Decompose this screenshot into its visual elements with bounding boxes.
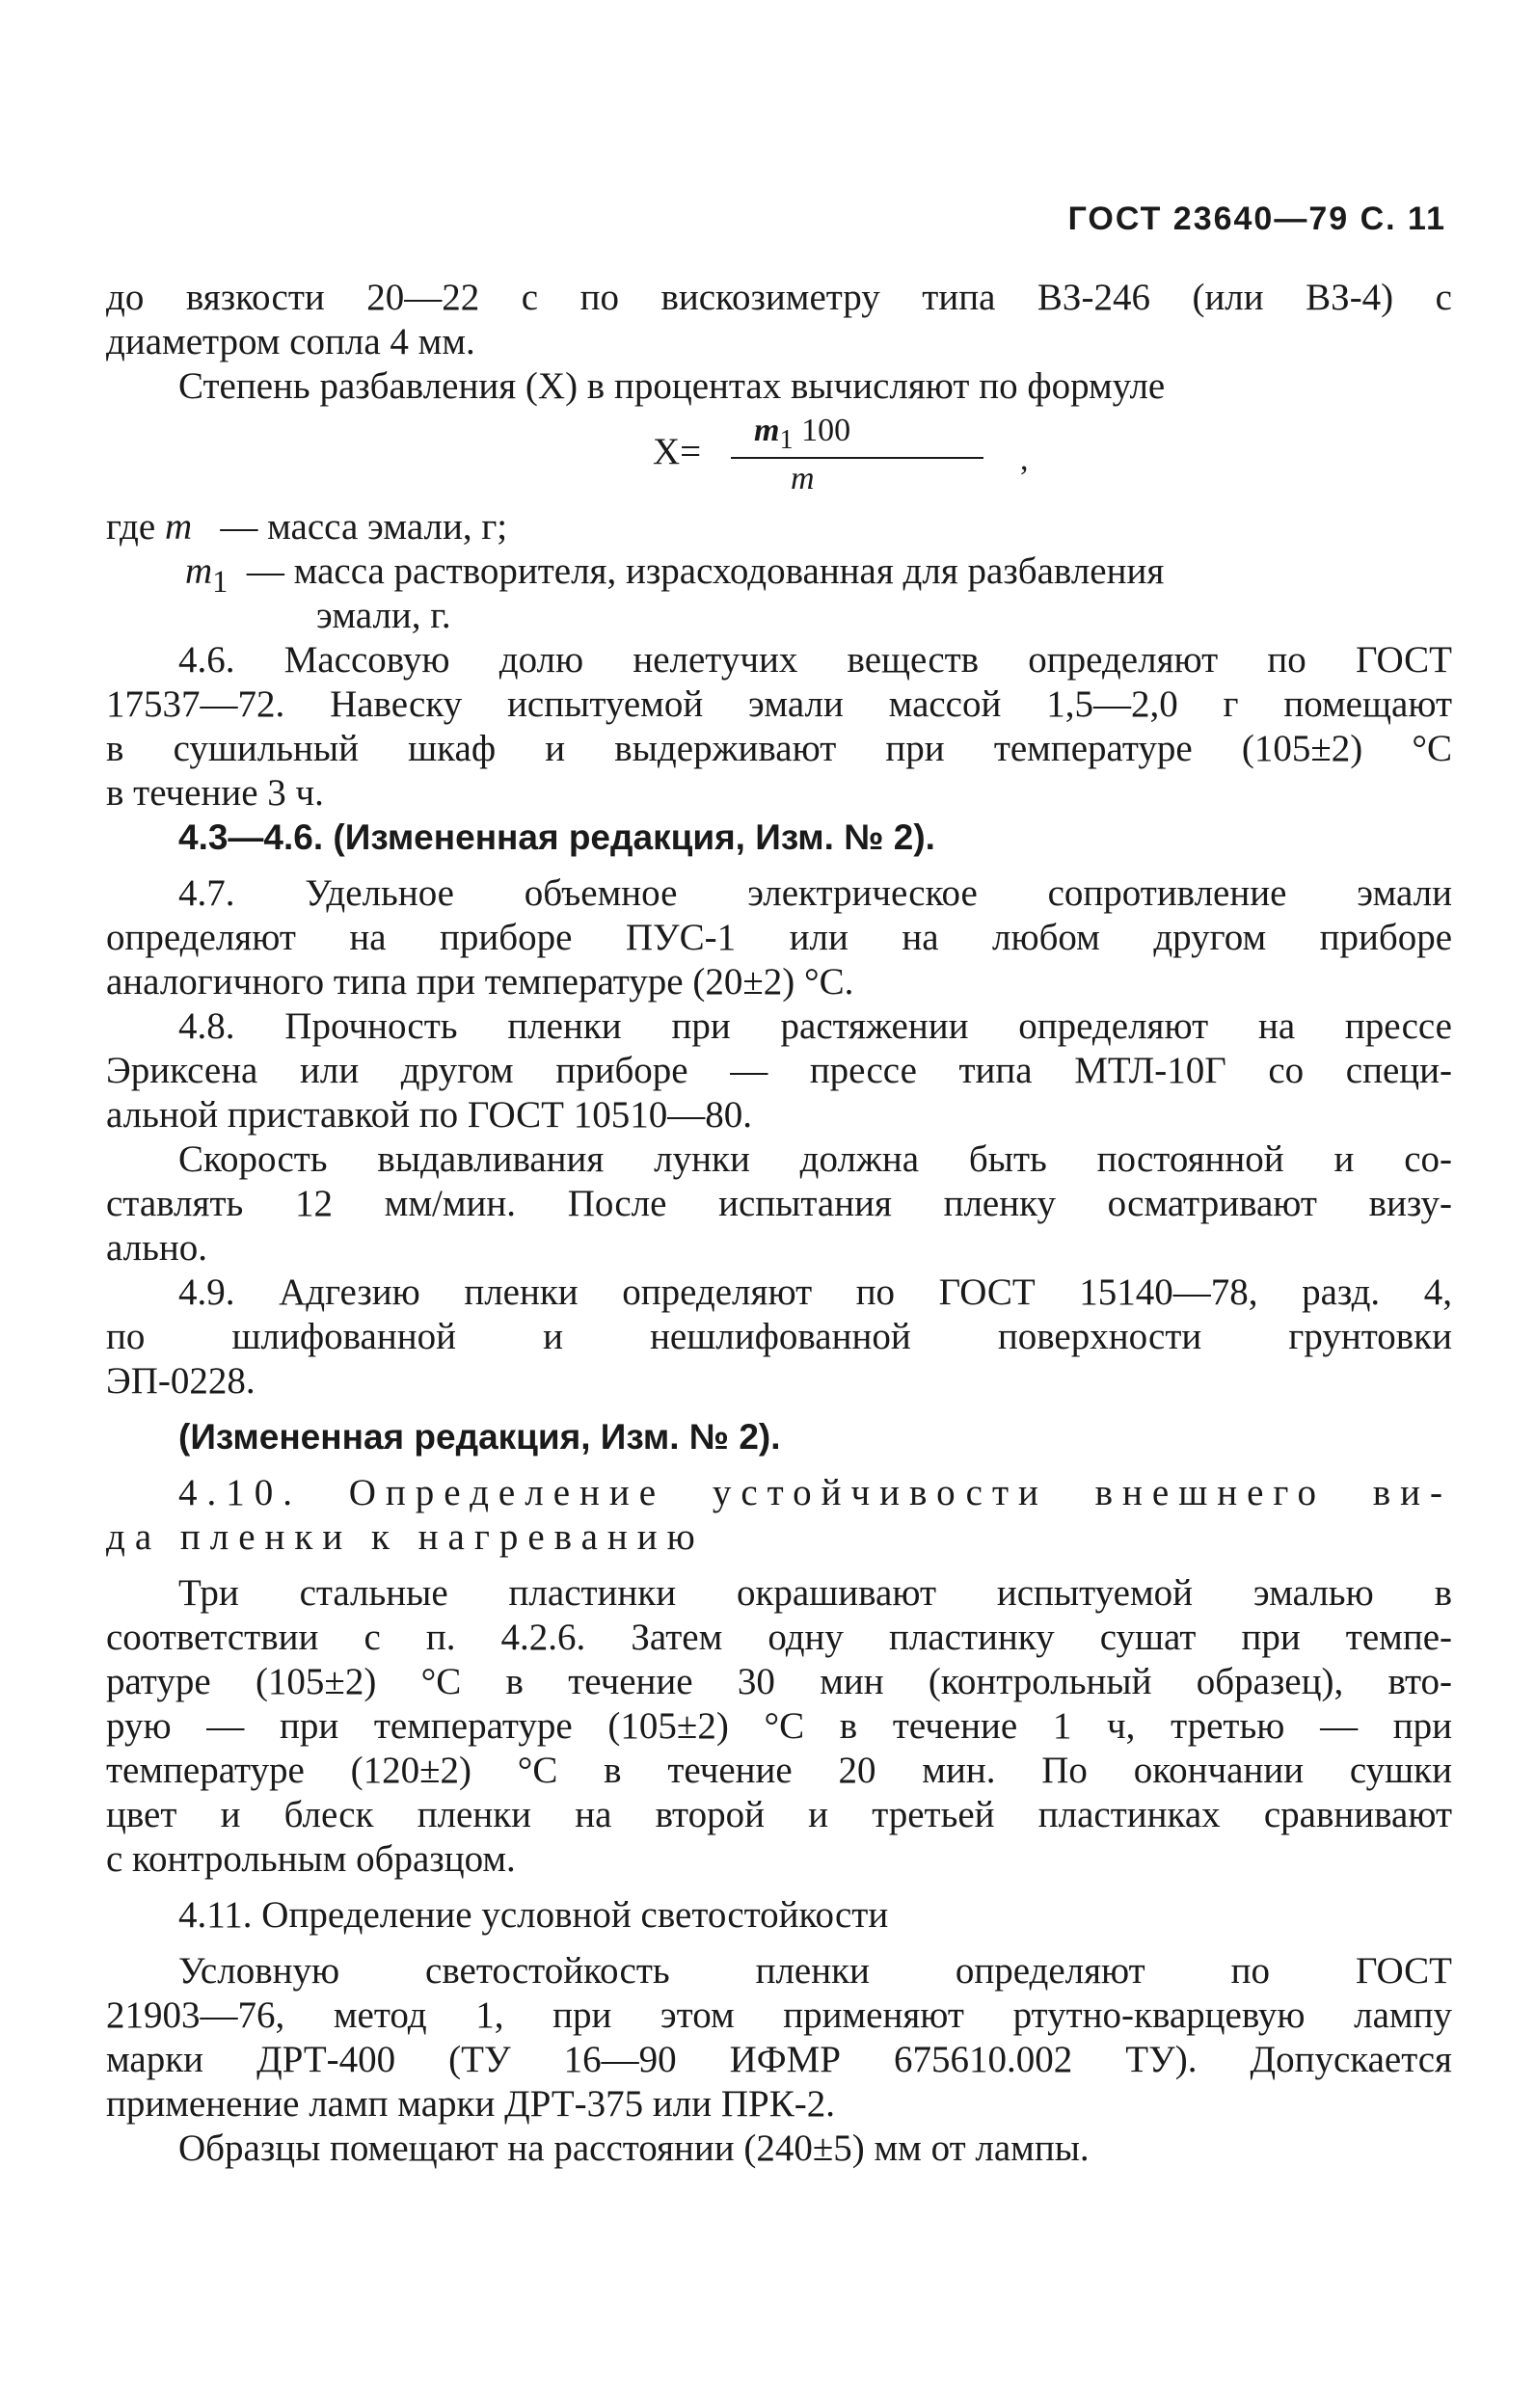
formula-num-sub: 1: [779, 424, 794, 455]
text-line: 4.8. Прочность пленки при растяжении определяют на прессе: [178, 1005, 1452, 1047]
text-line: по шлифованной и нешлифованной поверхности грунтовки: [106, 1316, 1452, 1357]
formula: [106, 409, 1452, 505]
definition-line: эмали, г.: [316, 595, 451, 636]
text-line: Эриксена или другом приборе — прессе типа МТЛ-10Г со специ-: [106, 1050, 1452, 1091]
text-line: Три стальные пластинки окрашивают испытуемой эмалью в: [178, 1572, 1452, 1614]
def-var: m: [185, 550, 213, 592]
text-line: в сушильный шкаф и выдерживают при температуре (105±2) °С: [106, 728, 1452, 769]
text-line: Образцы помещают на расстоянии (240±5) мм от лампы.: [178, 2127, 1090, 2169]
text-line: Условную светостойкость пленки определяют по ГОСТ: [178, 1950, 1452, 1992]
def-prefix: где: [106, 506, 156, 548]
text-line: в течение 3 ч.: [106, 772, 324, 814]
text-line: альной приставкой по ГОСТ 10510—80.: [106, 1094, 752, 1136]
text-line: аналогичного типа при температуре (20±2) °С.: [106, 961, 854, 1003]
definition-line: [106, 549, 1452, 600]
def-sub: 1: [212, 564, 229, 600]
text-line: определяют на приборе ПУС-1 или на любом другом приборе: [106, 917, 1452, 958]
formula-num-rest: 100: [793, 413, 851, 448]
text-line: 4.6. Массовую долю нелетучих веществ определяют по ГОСТ: [178, 639, 1452, 681]
text-line: Степень разбавления (X) в процентах вычисляют по формуле: [178, 365, 1166, 407]
formula-comma: ,: [1020, 441, 1029, 477]
def-text: — масса эмали, г;: [220, 506, 508, 548]
amendment-note: 4.3—4.6. (Измененная редакция, Изм. № 2).: [178, 817, 935, 857]
section-heading: 4.11. Определение условной светостойкости: [178, 1894, 889, 1936]
text-line: ратуре (105±2) °С в течение 30 мин (контрольный образец), вто-: [106, 1661, 1452, 1702]
text-line: Скорость выдавливания лунки должна быть постоянной и со-: [178, 1138, 1452, 1180]
text-line: до вязкости 20—22 с по вискозиметру типа ВЗ-246 (или ВЗ-4) с: [106, 277, 1452, 318]
section-heading: да пленки к нагреванию: [106, 1516, 705, 1558]
text-line: 17537—72. Навеску испытуемой эмали массой 1,5—2,0 г помещают: [106, 683, 1452, 725]
text-line: 4.7. Удельное объемное электрическое сопротивление эмали: [178, 872, 1452, 914]
text-line: цвет и блеск пленки на второй и третьей пластинках сравнивают: [106, 1794, 1452, 1835]
formula-lhs: X=: [653, 431, 702, 472]
text-line: диаметром сопла 4 мм.: [106, 321, 475, 362]
text-line: с контрольным образцом.: [106, 1838, 516, 1880]
text-line: температуре (120±2) °С в течение 20 мин. По окончании сушки: [106, 1750, 1452, 1791]
fraction-bar: [731, 457, 983, 459]
section-heading: 4.10. Определение устойчивости внешнего ви-: [178, 1472, 1452, 1513]
text-line: рую — при температуре (105±2) °С в течение 1 ч, третью — при: [106, 1705, 1452, 1747]
text-line: применение ламп марки ДРТ-375 или ПРК-2.: [106, 2083, 835, 2125]
def-text: — масса растворителя, израсходованная для разбавления: [246, 550, 1165, 592]
text-line: марки ДРТ-400 (ТУ 16—90 ИФМР 675610.002 ТУ). Допускается: [106, 2039, 1452, 2080]
document-body: [106, 276, 1452, 2171]
definitions: [106, 505, 1452, 638]
text-line: 21903—76, метод 1, при этом применяют ртутно-кварцевую лампу: [106, 1994, 1452, 2036]
text-line: соответствии с п. 4.2.6. Затем одну пластинку сушат при темпе-: [106, 1617, 1452, 1658]
def-var: m: [164, 506, 193, 548]
text-line: ставлять 12 мм/мин. После испытания пленку осматривают визу-: [106, 1183, 1452, 1224]
formula-num-var: m: [754, 413, 780, 448]
formula-numerator: [754, 409, 850, 463]
formula-denominator: m: [791, 461, 815, 496]
text-line: 4.9. Адгезию пленки определяют по ГОСТ 15140—78, разд. 4,: [178, 1271, 1452, 1313]
text-line: ально.: [106, 1227, 208, 1269]
page-header: ГОСТ 23640—79 С. 11: [1067, 201, 1446, 237]
text-line: ЭП-0228.: [106, 1360, 256, 1402]
amendment-note: (Измененная редакция, Изм. № 2).: [178, 1417, 781, 1457]
definition-line: [106, 505, 1452, 549]
